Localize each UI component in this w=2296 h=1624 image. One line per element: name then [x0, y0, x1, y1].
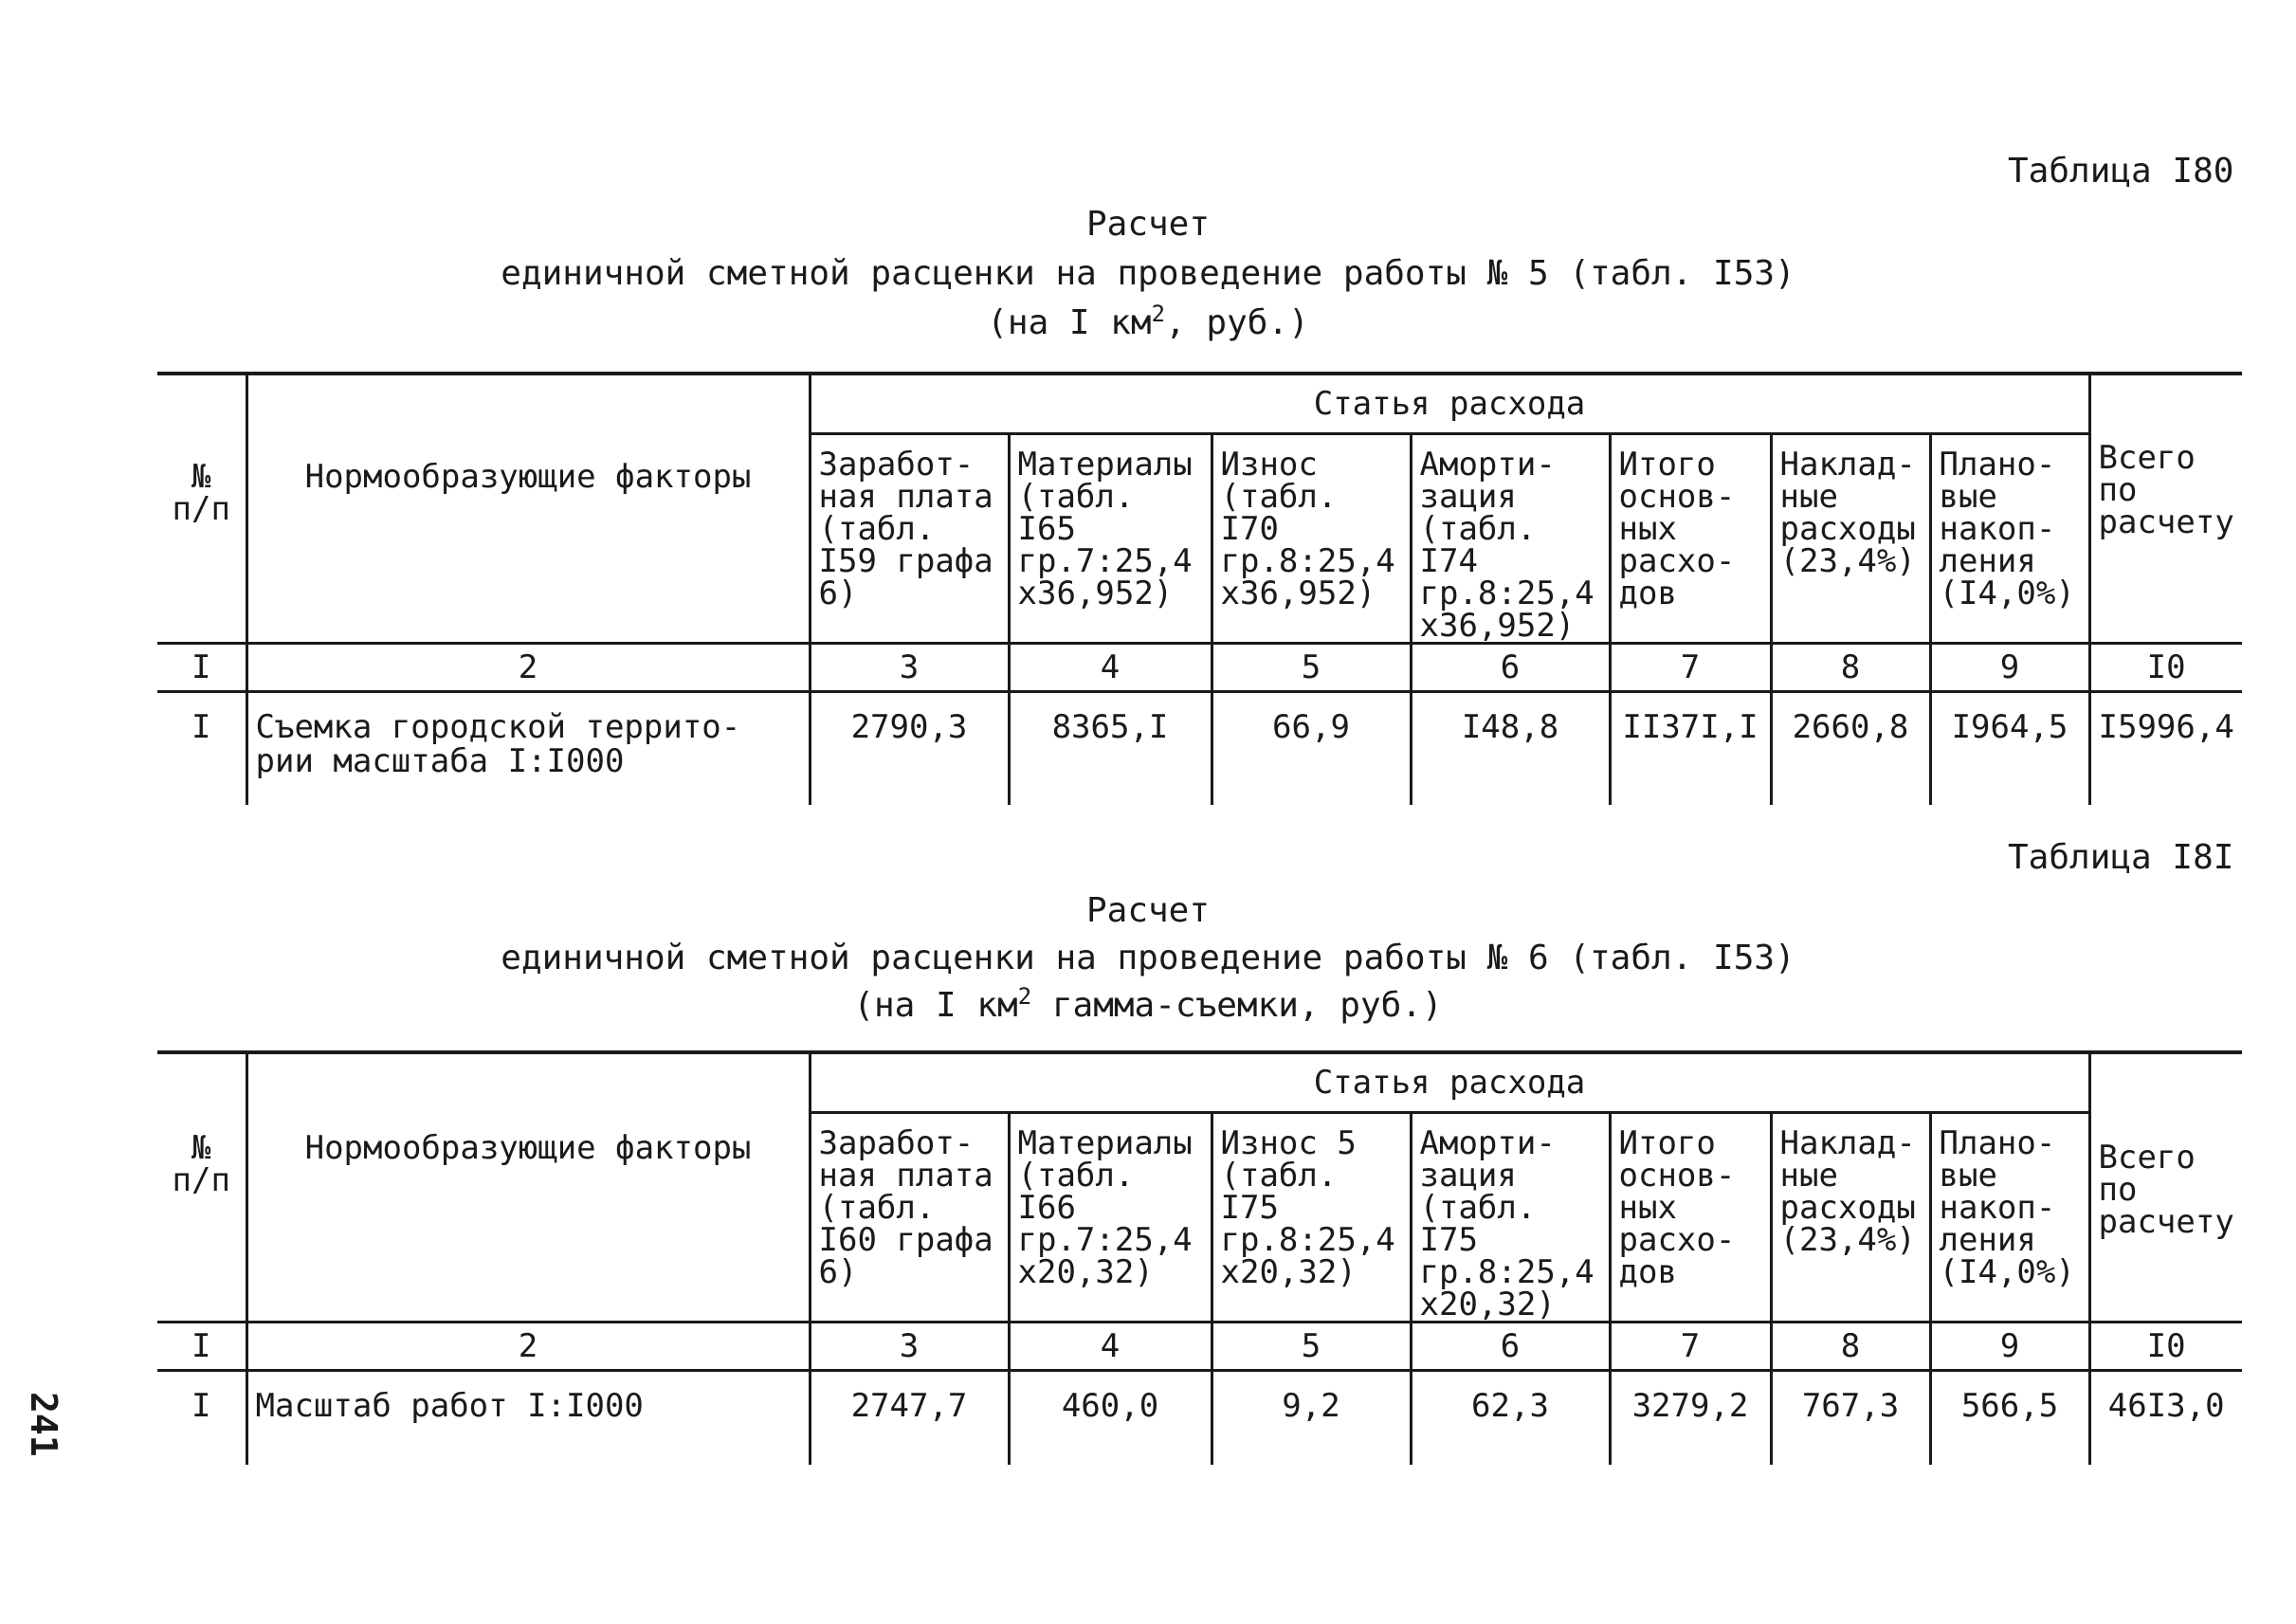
col-num-7: 7: [1610, 1323, 1771, 1371]
row-number: I: [191, 1387, 211, 1425]
col-num-8: 8: [1771, 644, 1930, 692]
col-num-9: 9: [1930, 1323, 2089, 1371]
col-num-2: 2: [246, 1323, 810, 1371]
header-row: [157, 374, 2242, 434]
col-num-8: 8: [1771, 1323, 1930, 1371]
table-subtitle: единичной сметной расценки на проведение работы № 5 (табл. I53): [501, 254, 1795, 293]
units-text-end: гамма-съемки, руб.): [1031, 986, 1443, 1025]
header-col-7: Итого основ- ных расхо- дов: [1610, 434, 1771, 644]
col-num-7: 7: [1610, 644, 1771, 692]
row-factor: Масштаб работ I:I000: [246, 1371, 810, 1466]
table-label: Таблица I80: [2008, 152, 2234, 191]
page-number: 241: [23, 1392, 64, 1457]
header-col-7: Итого основ- ных расхо- дов: [1610, 1113, 1771, 1323]
header-factors: Нормообразующие факторы: [246, 374, 810, 644]
col-num-1: I: [157, 1323, 246, 1371]
table-units: [0, 300, 2296, 347]
value-grand-total: 46I3,0: [2089, 1371, 2242, 1466]
header-col-3: Заработ- ная плата (табл. I59 графа 6): [810, 434, 1009, 644]
header-row: [157, 1052, 2242, 1113]
col-num-4: 4: [1009, 644, 1212, 692]
header-total: Всего по расчету: [2089, 1052, 2242, 1323]
estimate-table: [157, 372, 2242, 805]
header-col-5: Износ 5 (табл. I75 гр.8:25,4 х20,32): [1212, 1113, 1411, 1323]
value-basic-total: 3279,2: [1610, 1371, 1771, 1466]
col-num-3: 3: [810, 644, 1009, 692]
units-text-end: , руб.): [1165, 303, 1309, 342]
column-number-row: [157, 644, 2242, 692]
col-num-6: 6: [1411, 1323, 1610, 1371]
estimate-table: [157, 1050, 2242, 1465]
table-units: [0, 982, 2296, 1030]
units-superscript: 2: [1151, 301, 1166, 327]
table-row: [157, 1371, 2242, 1466]
table-subtitle: единичной сметной расценки на проведение работы № 6 (табл. I53): [501, 939, 1795, 977]
col-num-3: 3: [810, 1323, 1009, 1371]
value-wear: 66,9: [1212, 692, 1411, 806]
row-number: I: [191, 708, 211, 746]
table-label: Таблица I8I: [2008, 838, 2234, 877]
header-expense-group: Статья расхода: [810, 374, 2089, 434]
row-factor: Съемка городской террито- рии масштаба I:I000: [246, 692, 810, 806]
header-col-4: Материалы (табл. I66 гр.7:25,4 х20,32): [1009, 1113, 1212, 1323]
header-col-4: Материалы (табл. I65 гр.7:25,4 х36,952): [1009, 434, 1212, 644]
header-col-5: Износ (табл. I70 гр.8:25,4 х36,952): [1212, 434, 1411, 644]
header-expense-group: Статья расхода: [810, 1052, 2089, 1113]
units-superscript: 2: [1017, 983, 1032, 1010]
header-number: № п/п: [157, 374, 246, 644]
col-num-5: 5: [1212, 1323, 1411, 1371]
col-num-6: 6: [1411, 644, 1610, 692]
header-col-6: Аморти- зация (табл. I74 гр.8:25,4 х36,952): [1411, 434, 1610, 644]
header-col-6: Аморти- зация (табл. I75 гр.8:25,4 х20,32): [1411, 1113, 1610, 1323]
units-text: (на I км: [987, 303, 1152, 342]
value-wages: 2790,3: [810, 692, 1009, 806]
value-wear: 9,2: [1212, 1371, 1411, 1466]
col-num-5: 5: [1212, 644, 1411, 692]
header-factors: Нормообразующие факторы: [246, 1052, 810, 1323]
value-materials: 460,0: [1009, 1371, 1212, 1466]
value-overhead: 2660,8: [1771, 692, 1930, 806]
units-text: (на I км: [853, 986, 1018, 1025]
col-num-1: I: [157, 644, 246, 692]
value-planned-savings: 566,5: [1930, 1371, 2089, 1466]
col-num-2: 2: [246, 644, 810, 692]
col-num-9: 9: [1930, 644, 2089, 692]
col-num-4: 4: [1009, 1323, 1212, 1371]
value-overhead: 767,3: [1771, 1371, 1930, 1466]
col-num-10: I0: [2089, 1323, 2242, 1371]
value-basic-total: II37I,I: [1610, 692, 1771, 806]
table-row: [157, 692, 2242, 806]
value-planned-savings: I964,5: [1930, 692, 2089, 806]
value-grand-total: I5996,4: [2089, 692, 2242, 806]
header-total: Всего по расчету: [2089, 374, 2242, 644]
header-col-3: Заработ- ная плата (табл. I60 графа 6): [810, 1113, 1009, 1323]
table-title: Расчет: [1085, 891, 1211, 930]
header-col-8: Наклад- ные расходы (23,4%): [1771, 1113, 1930, 1323]
value-depreciation: I48,8: [1411, 692, 1610, 806]
header-col-9: Плано- вые накоп- ления (I4,0%): [1930, 1113, 2089, 1323]
table-title: Расчет: [1085, 205, 1211, 244]
header-col-8: Наклад- ные расходы (23,4%): [1771, 434, 1930, 644]
value-wages: 2747,7: [810, 1371, 1009, 1466]
header-col-9: Плано- вые накоп- ления (I4,0%): [1930, 434, 2089, 644]
header-number: № п/п: [157, 1052, 246, 1323]
column-number-row: [157, 1323, 2242, 1371]
value-materials: 8365,I: [1009, 692, 1212, 806]
value-depreciation: 62,3: [1411, 1371, 1610, 1466]
col-num-10: I0: [2089, 644, 2242, 692]
